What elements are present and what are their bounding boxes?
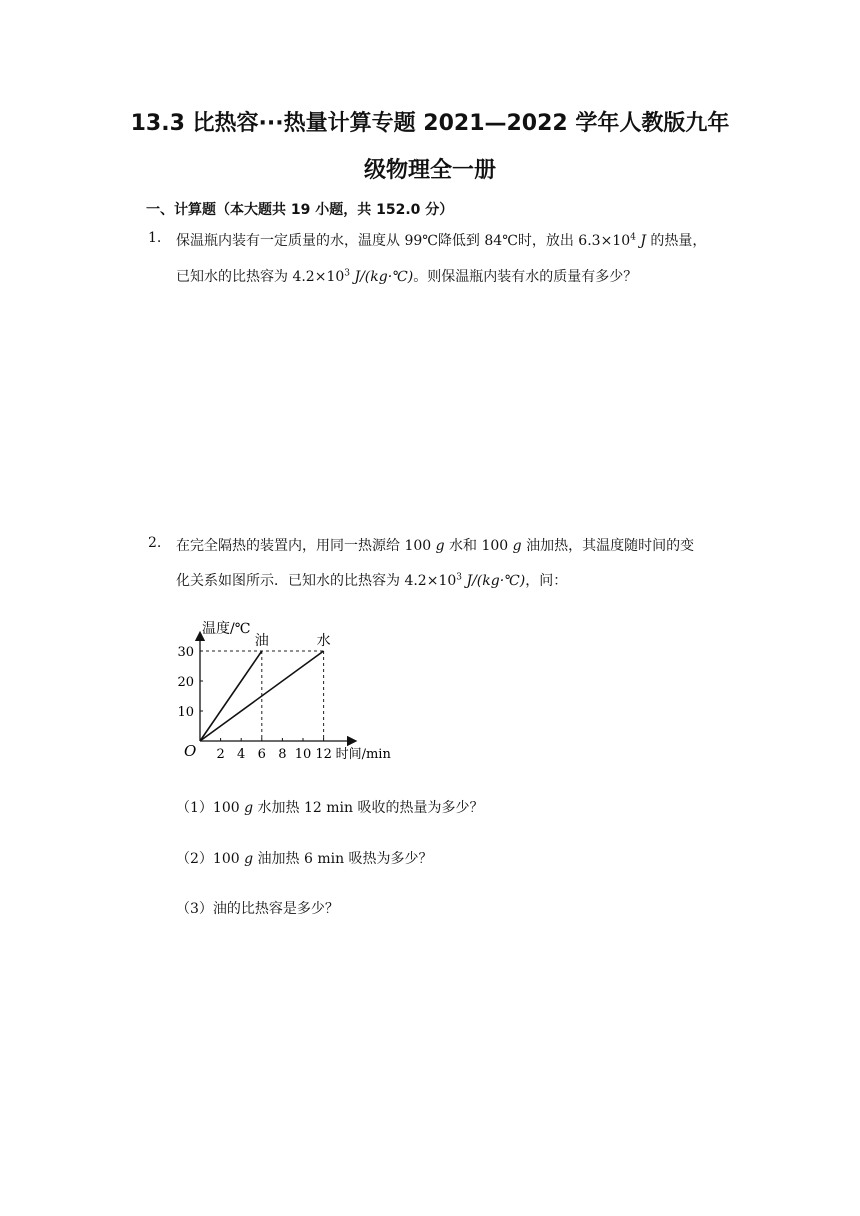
q1-line1-unit: J <box>640 233 646 249</box>
series-label-oil: 油 <box>254 633 269 649</box>
q2-line2-tail: ，问： <box>525 573 568 589</box>
question-1-line-2 <box>176 266 637 286</box>
x-tick-label: 6 <box>257 747 266 762</box>
x-tick-label: 4 <box>237 747 246 762</box>
q2-line1-gram-1: g <box>435 538 445 554</box>
q1-line1-exponent: 4 <box>630 232 636 243</box>
sub-question-1-post: 水加热 12 min 吸收的热量为多少？ <box>257 800 484 816</box>
q2-line2-unit: J/(kg·℃) <box>466 573 526 589</box>
sub-question-2-post: 油加热 6 min 吸热为多少？ <box>257 851 433 867</box>
x-tick-label: 2 <box>216 747 225 762</box>
sub-question-1-pre: （1）100 <box>176 800 240 816</box>
section-header: 一、计算题（本大题共 19 小题，共 152.0 分） <box>146 202 454 218</box>
y-tick-label: 30 <box>177 645 194 660</box>
q2-line2-text: 化关系如图所示．已知水的比热容为 4.2×10 <box>176 573 457 589</box>
sub-question-2 <box>176 848 433 868</box>
q2-line1-tail: 油加热，其温度随时间的变 <box>526 538 695 554</box>
q2-line1-mid: 水和 100 <box>449 538 509 554</box>
q1-line2-exponent: 3 <box>344 268 350 279</box>
document-title-line-1: 13.3 比热容···热量计算专题 2021—2022 学年人教版九年 <box>130 111 730 136</box>
series-line-oil <box>200 651 262 741</box>
x-tick-label: 8 <box>278 747 287 762</box>
question-2-line-2 <box>176 570 567 590</box>
q2-line1-gram-2: g <box>512 538 522 554</box>
x-axis-label: 时间/min <box>335 747 391 762</box>
q1-line2-text: 已知水的比热容为 4.2×10 <box>176 269 345 285</box>
q1-line1-text: 保温瓶内装有一定质量的水，温度从 99℃降低到 84℃时，放出 6.3×10 <box>176 233 631 249</box>
q1-line2-unit: J/(kg·℃) <box>354 269 414 285</box>
x-tick-label: 12 <box>315 747 332 762</box>
q1-line2-tail: 。则保温瓶内装有水的质量有多少？ <box>413 269 638 285</box>
q2-line1-text: 在完全隔热的装置内，用同一热源给 100 <box>176 538 432 554</box>
sub-question-2-gram: g <box>244 851 254 867</box>
question-2-number: 2. <box>148 535 162 551</box>
sub-question-3-text: （3）油的比热容是多少？ <box>176 901 339 917</box>
q1-line1-tail: 的热量， <box>650 233 707 249</box>
sub-question-1 <box>176 797 483 817</box>
sub-question-3 <box>176 898 339 918</box>
origin-label: O <box>184 742 197 760</box>
question-2-line-1 <box>176 535 694 555</box>
sub-question-1-gram: g <box>244 800 254 816</box>
x-tick-label: 10 <box>294 747 312 762</box>
q2-line2-exponent: 3 <box>456 572 462 583</box>
y-tick-label: 10 <box>177 705 194 720</box>
temperature-time-chart <box>170 608 420 768</box>
y-tick-label: 20 <box>177 675 194 690</box>
y-axis-label: 温度/℃ <box>202 621 251 637</box>
sub-question-2-pre: （2）100 <box>176 851 240 867</box>
document-title-line-2: 级物理全一册 <box>363 158 496 183</box>
question-1-number: 1. <box>148 230 162 246</box>
series-label-water: 水 <box>316 633 331 649</box>
question-1-line-1 <box>176 230 706 250</box>
